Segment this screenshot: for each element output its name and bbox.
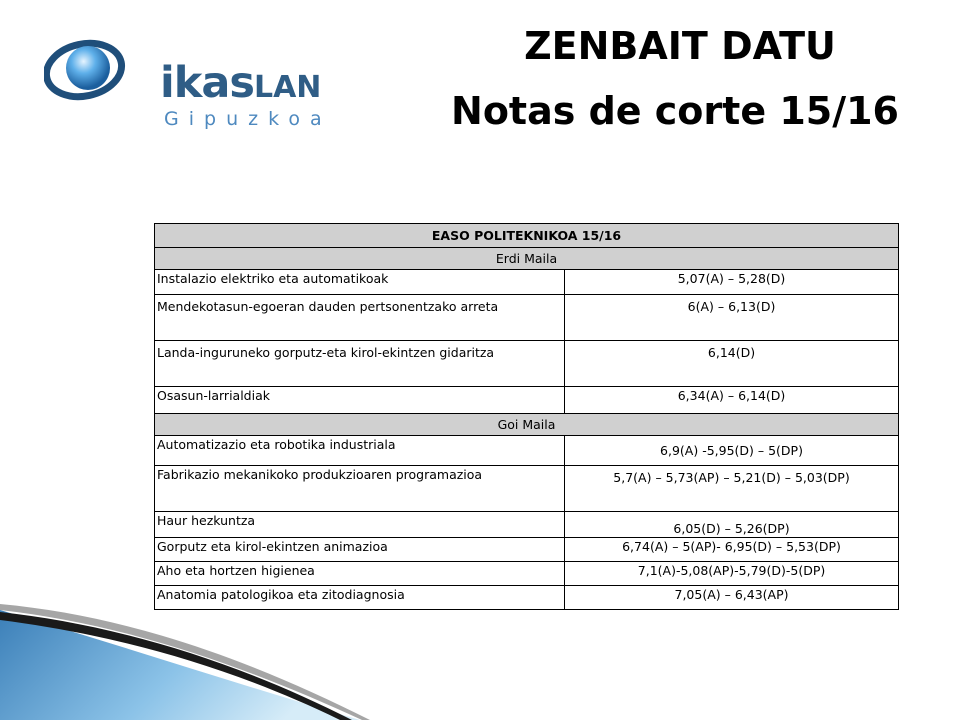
table-row: [155, 466, 899, 512]
program-name: Mendekotasun-egoeran dauden pertsonentzako arreta: [155, 295, 565, 341]
table-header-row: [155, 224, 899, 248]
table-row: [155, 387, 899, 414]
cutoff-value: 6,74(A) – 5(AP)- 6,95(D) – 5,53(DP): [565, 538, 899, 562]
program-name: Instalazio elektriko eta automatikoak: [155, 270, 565, 295]
slide-subtitle: Notas de corte 15/16: [451, 89, 899, 133]
section-row: [155, 248, 899, 270]
cutoff-value: 7,05(A) – 6,43(AP): [565, 586, 899, 610]
program-name: Anatomia patologikoa eta zitodiagnosia: [155, 586, 565, 610]
cutoff-value: 5,7(A) – 5,73(AP) – 5,21(D) – 5,03(DP): [565, 466, 899, 512]
logo-wordmark: ikasLAN: [160, 58, 322, 108]
cutoff-value: 6,34(A) – 6,14(D): [565, 387, 899, 414]
table-row: [155, 562, 899, 586]
cutoff-value: 6(A) – 6,13(D): [565, 295, 899, 341]
globe-icon: [44, 36, 154, 116]
section-label: Goi Maila: [155, 414, 899, 436]
cutoff-value: 6,9(A) -5,95(D) – 5(DP): [565, 436, 899, 466]
cutoff-value: 6,05(D) – 5,26(DP): [565, 512, 899, 538]
section-row: [155, 414, 899, 436]
program-name: Automatizazio eta robotika industriala: [155, 436, 565, 466]
cutoff-value: 7,1(A)-5,08(AP)-5,79(D)-5(DP): [565, 562, 899, 586]
section-label: Erdi Maila: [155, 248, 899, 270]
cutoff-value: 5,07(A) – 5,28(D): [565, 270, 899, 295]
program-name: Aho eta hortzen higienea: [155, 562, 565, 586]
ikaslan-logo: [44, 36, 334, 136]
program-name: Osasun-larrialdiak: [155, 387, 565, 414]
decorative-swoosh: [0, 590, 960, 720]
table-row: [155, 270, 899, 295]
table-row: [155, 295, 899, 341]
table-header: EASO POLITEKNIKOA 15/16: [155, 224, 899, 248]
cutoff-value: 6,14(D): [565, 341, 899, 387]
table-row: [155, 538, 899, 562]
program-name: Landa-inguruneko gorputz-eta kirol-ekintzen gidaritza: [155, 341, 565, 387]
table-row: [155, 512, 899, 538]
slide-title: ZENBAIT DATU: [524, 24, 836, 68]
table-row: [155, 341, 899, 387]
program-name: Haur hezkuntza: [155, 512, 565, 538]
program-name: Gorputz eta kirol-ekintzen animazioa: [155, 538, 565, 562]
table-row: [155, 436, 899, 466]
cutoff-table: [154, 223, 899, 610]
logo-place: Gipuzkoa: [164, 108, 332, 130]
program-name: Fabrikazio mekanikoko produkzioaren programazioa: [155, 466, 565, 512]
